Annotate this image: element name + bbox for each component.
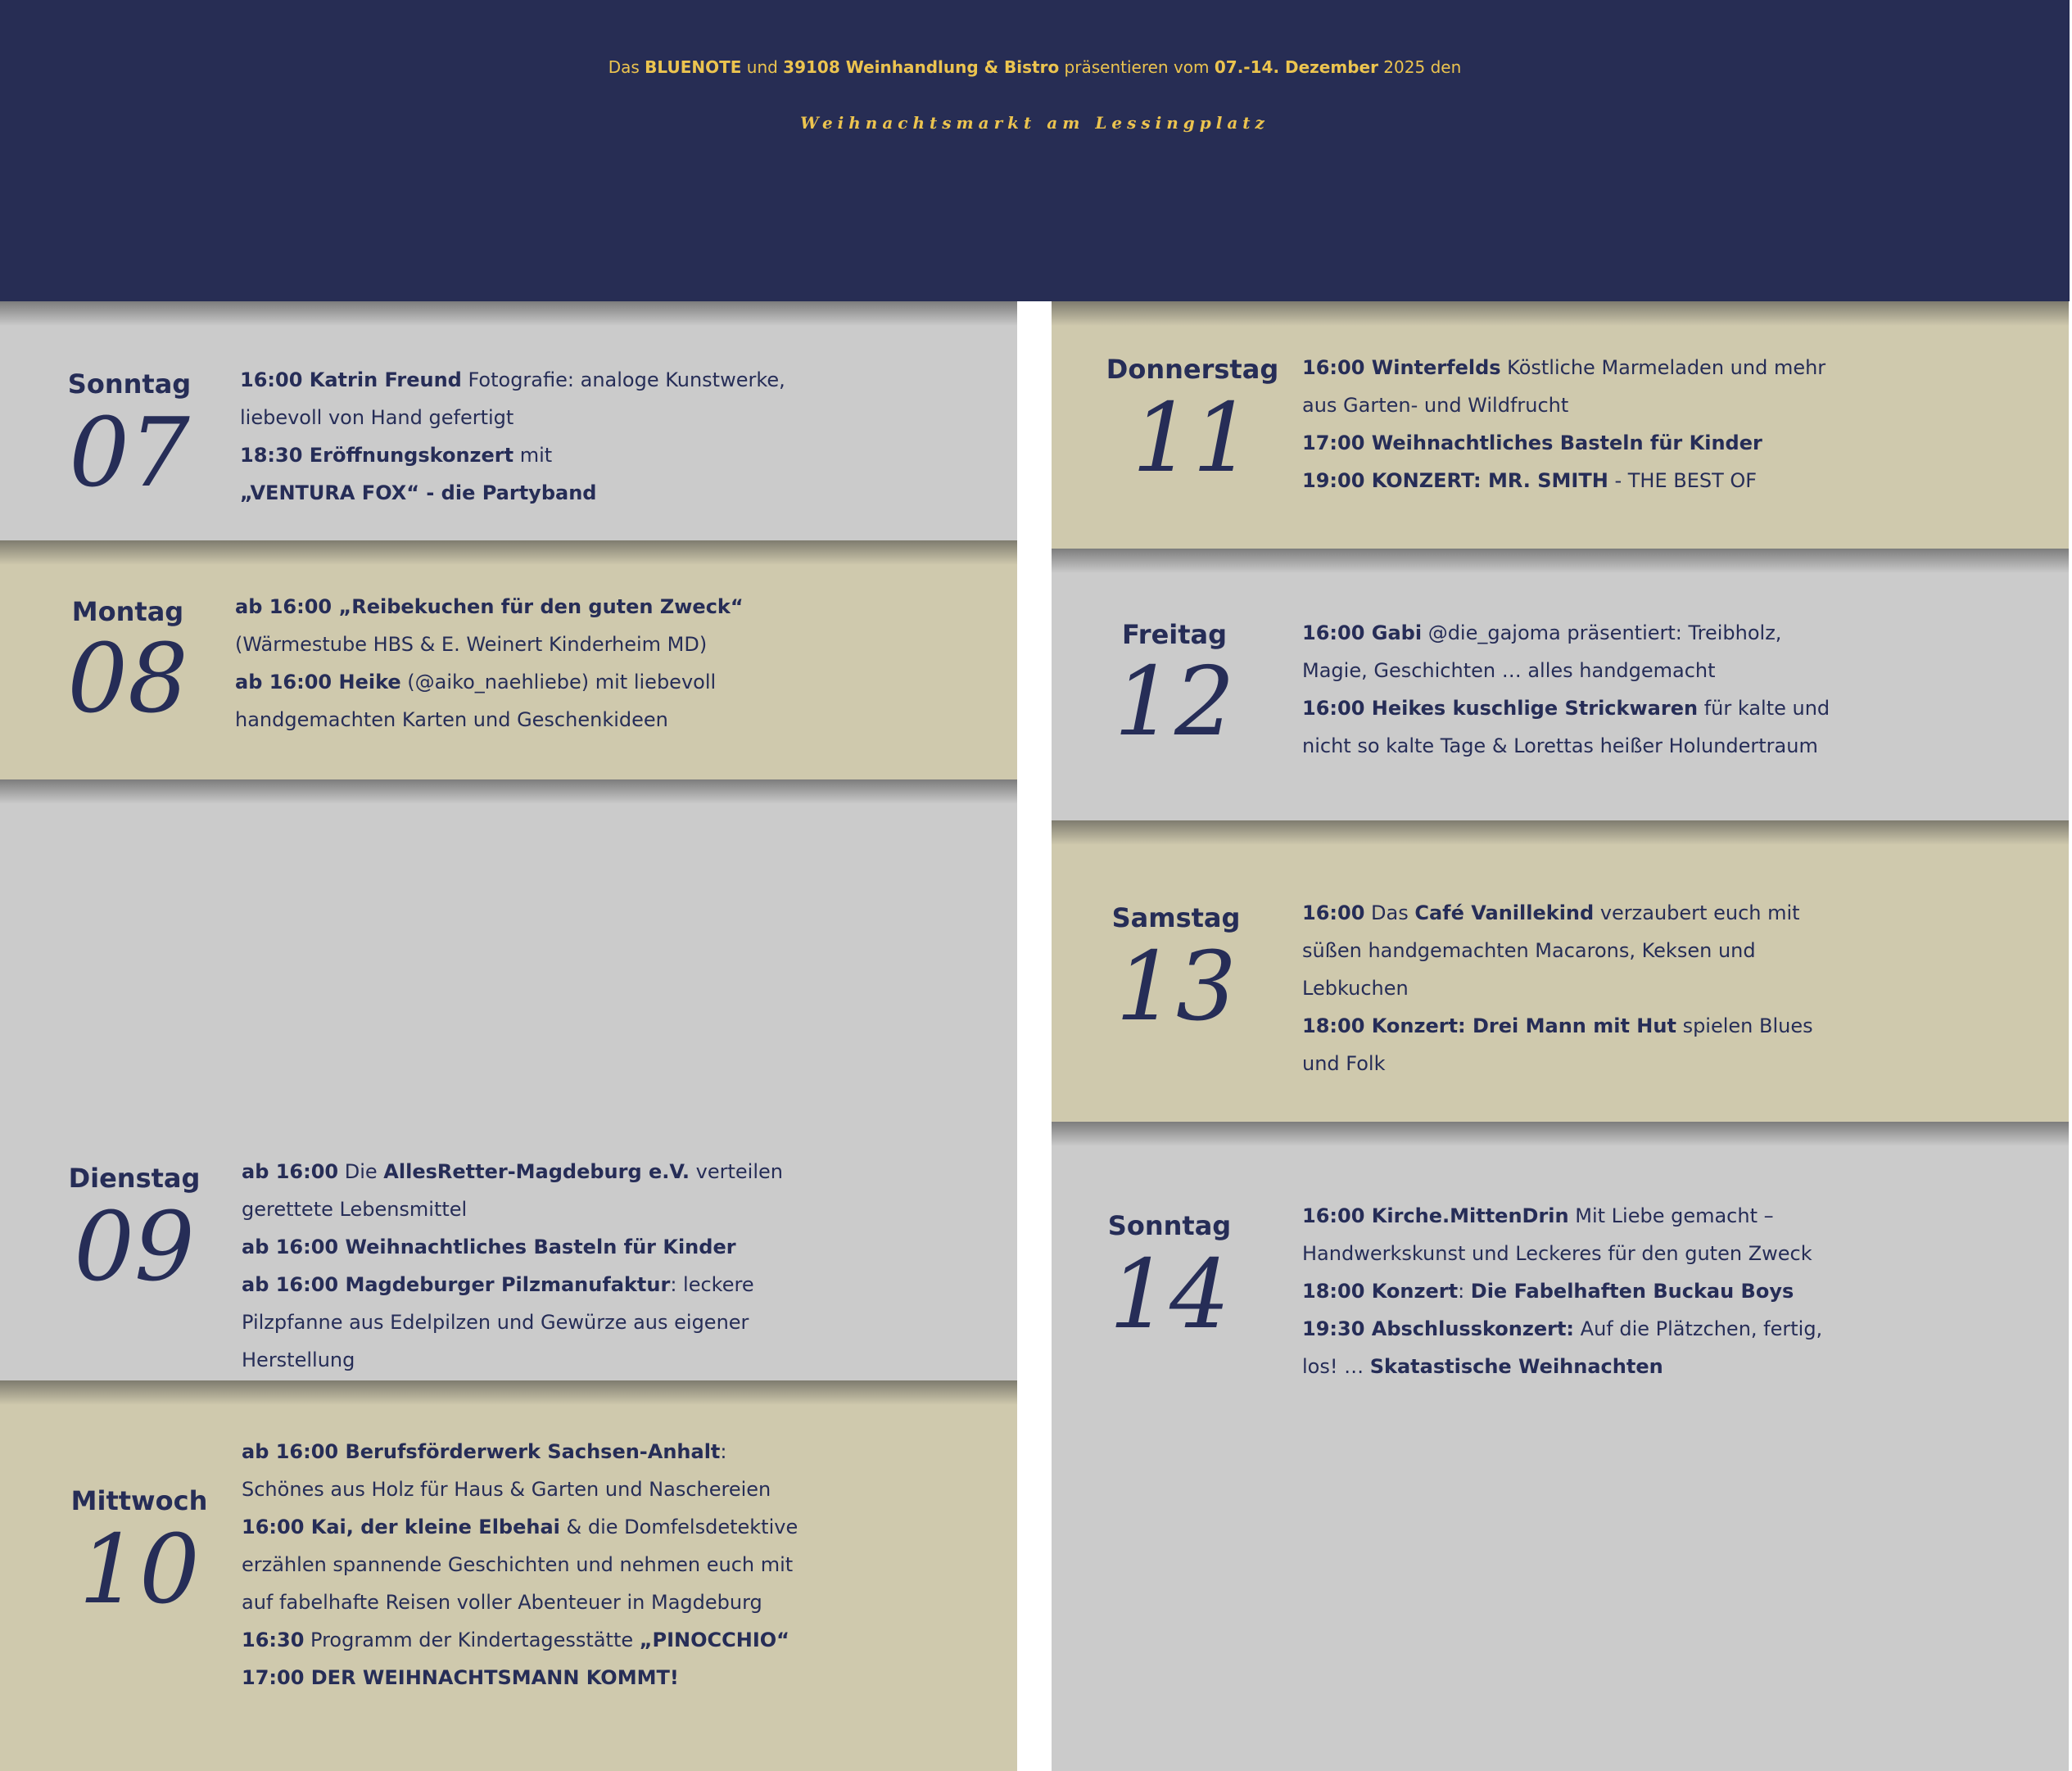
- program-line: [242, 1546, 1011, 1584]
- day-program: [242, 1433, 1011, 1696]
- program-line: [242, 1190, 1011, 1228]
- program-segment: @die_gajoma präsentiert: Treibholz,: [1422, 621, 1782, 644]
- day-panel-samstag-13: [1052, 820, 2069, 1122]
- day-panel-freitag-12: [1052, 549, 2069, 820]
- intro-segment: BLUENOTE: [645, 57, 742, 77]
- program-line: [235, 663, 1005, 701]
- program-segment: (@aiko_naehliebe) mit liebevoll: [400, 671, 717, 693]
- program-segment: auf fabelhafte Reisen voller Abenteuer in Magdeburg: [242, 1591, 762, 1614]
- program-line: [242, 1621, 1011, 1659]
- program-segment: 16:00 Katrin Freund: [240, 368, 462, 391]
- intro-segment: 2025 den: [1378, 57, 1462, 77]
- program-segment: liebevoll von Hand gefertigt: [240, 406, 514, 429]
- program-line: [1302, 1007, 2072, 1045]
- program-segment: süßen handgemachten Macarons, Keksen und: [1302, 939, 1756, 962]
- program-segment: ab 16:00 Magdeburger Pilzmanufaktur: [242, 1273, 671, 1296]
- program-line: [242, 1153, 1011, 1190]
- day-program: [235, 588, 1005, 739]
- program-segment: Magie, Geschichten … alles handgemacht: [1302, 659, 1716, 682]
- day-weekday: Dienstag: [68, 1163, 201, 1194]
- program-segment: aus Garten- und Wildfrucht: [1302, 394, 1569, 417]
- program-segment: spielen Blues: [1676, 1014, 1813, 1037]
- program-segment: Die Fabelhaften Buckau Boys: [1470, 1280, 1794, 1303]
- day-panel-dienstag-09: [0, 779, 1017, 1380]
- program-segment: 18:00 Konzert: [1302, 1280, 1459, 1303]
- program-segment: „VENTURA FOX“ - die Partyband: [240, 481, 597, 504]
- program-segment: Herstellung: [242, 1349, 355, 1371]
- program-line: [242, 1584, 1011, 1621]
- program-line: [1302, 386, 2072, 424]
- program-line: [1302, 1197, 2072, 1235]
- day-program: [1302, 614, 2072, 765]
- day-date: 08: [67, 624, 188, 734]
- event-title: Weihnachtsmarkt am Lessingplatz: [800, 113, 1269, 133]
- program-segment: Mit Liebe gemacht –: [1568, 1204, 1774, 1227]
- program-line: [1302, 349, 2072, 386]
- day-program: [1302, 349, 2072, 499]
- program-segment: handgemachten Karten und Geschenkideen: [235, 708, 668, 731]
- day-date: 14: [1109, 1240, 1230, 1350]
- program-segment: Die: [338, 1160, 384, 1183]
- day-weekday: Montag: [71, 596, 184, 627]
- program-line: [242, 1471, 1011, 1508]
- program-segment: ab 16:00 „Reibekuchen für den guten Zweck“: [235, 595, 744, 618]
- program-segment: ab 16:00 Berufsförderwerk Sachsen-Anhalt: [242, 1440, 721, 1463]
- program-segment: für kalte und: [1698, 697, 1830, 720]
- program-segment: Handwerkskunst und Leckeres für den guten Zweck: [1302, 1242, 1812, 1265]
- program-segment: :: [720, 1440, 727, 1463]
- program-segment: 19:30 Abschlusskonzert:: [1302, 1317, 1575, 1340]
- program-line: [1302, 1045, 2072, 1082]
- program-line: [1302, 1310, 2072, 1348]
- program-segment: - THE BEST OF: [1608, 469, 1758, 492]
- program-line: [242, 1266, 1011, 1303]
- day-panel-donnerstag-11: [1052, 301, 2069, 549]
- program-segment: Pilzpfanne aus Edelpilzen und Gewürze aus eigener: [242, 1311, 749, 1334]
- program-segment: Programm der Kindertagesstätte: [304, 1629, 640, 1651]
- program-segment: los! …: [1302, 1355, 1370, 1378]
- program-segment: & die Domfelsdetektive: [559, 1516, 798, 1538]
- day-program: [240, 361, 1010, 512]
- program-segment: verzaubert euch mit: [1594, 901, 1800, 924]
- program-segment: 16:00: [1302, 901, 1365, 924]
- day-weekday: Samstag: [1111, 902, 1241, 933]
- program-segment: 16:00 Kai, der kleine Elbehai: [242, 1516, 560, 1538]
- program-line: [1302, 652, 2072, 689]
- day-panel-sonntag-14: [1052, 1122, 2069, 1771]
- program-line: [1302, 1235, 2072, 1272]
- program-segment: Café Vanillekind: [1414, 901, 1595, 924]
- program-line: [1302, 1272, 2072, 1310]
- program-line: [240, 436, 1010, 474]
- program-segment: ab 16:00 Heike: [235, 671, 401, 693]
- program-line: [242, 1659, 1011, 1696]
- program-segment: Skatastische Weihnachten: [1369, 1355, 1663, 1378]
- program-line: [240, 361, 1010, 399]
- day-weekday: Freitag: [1121, 619, 1228, 650]
- day-weekday: Donnerstag: [1106, 354, 1279, 385]
- day-panel-sonntag-07: [0, 301, 1017, 540]
- program-line: [242, 1508, 1011, 1546]
- program-line: [235, 701, 1005, 739]
- program-line: [1302, 462, 2072, 499]
- program-segment: gerettete Lebensmittel: [242, 1198, 468, 1221]
- program-segment: ab 16:00: [242, 1160, 339, 1183]
- program-segment: 18:00 Konzert: Drei Mann mit Hut: [1302, 1014, 1676, 1037]
- program-line: [240, 474, 1010, 512]
- program-line: [1302, 689, 2072, 727]
- day-program: [242, 1153, 1011, 1379]
- program-segment: : leckere: [670, 1273, 754, 1296]
- program-line: [1302, 1348, 2072, 1385]
- intro-segment: Das: [608, 57, 645, 77]
- day-date: 07: [69, 398, 190, 508]
- program-segment: erzählen spannende Geschichten und nehmen euch mit: [242, 1553, 794, 1576]
- day-program: [1302, 1197, 2072, 1385]
- program-segment: und Folk: [1302, 1052, 1386, 1075]
- program-segment: mit: [513, 444, 553, 467]
- intro-segment: und: [741, 57, 784, 77]
- program-segment: :: [1458, 1280, 1471, 1303]
- program-line: [242, 1228, 1011, 1266]
- program-segment: Schönes aus Holz für Haus & Garten und Naschereien: [242, 1478, 771, 1501]
- day-date: 11: [1132, 383, 1253, 494]
- program-segment: 16:00 Kirche.MittenDrin: [1302, 1204, 1569, 1227]
- program-line: [235, 626, 1005, 663]
- program-segment: 16:00 Heikes kuschlige Strickwaren: [1302, 697, 1699, 720]
- program-segment: 18:30 Eröffnungskonzert: [240, 444, 514, 467]
- program-segment: 19:00 KONZERT: MR. SMITH: [1302, 469, 1608, 492]
- program-segment: Das: [1364, 901, 1415, 924]
- program-segment: ab 16:00 Weihnachtliches Basteln für Kinder: [242, 1236, 736, 1258]
- program-line: [1302, 424, 2072, 462]
- day-weekday: Mittwoch: [70, 1485, 208, 1516]
- day-date: 13: [1115, 932, 1237, 1042]
- program-line: [242, 1303, 1011, 1341]
- program-segment: 17:00 DER WEIHNACHTSMANN KOMMT!: [242, 1666, 679, 1689]
- program-segment: 16:30: [242, 1629, 305, 1651]
- program-segment: Auf die Plätzchen, fertig,: [1574, 1317, 1823, 1340]
- intro-line: [0, 57, 2070, 77]
- program-line: [1302, 727, 2072, 765]
- program-segment: 16:00 Winterfelds: [1302, 356, 1501, 379]
- program-line: [240, 399, 1010, 436]
- day-panel-mittwoch-10: [0, 1380, 1017, 1771]
- program-segment: Fotografie: analoge Kunstwerke,: [461, 368, 785, 391]
- day-panel-montag-08: [0, 540, 1017, 779]
- program-segment: nicht so kalte Tage & Lorettas heißer Holundertraum: [1302, 734, 1818, 757]
- program-segment: 16:00 Gabi: [1302, 621, 1423, 644]
- program-line: [1302, 894, 2072, 932]
- intro-segment: 07.-14. Dezember: [1214, 57, 1378, 77]
- program-segment: 17:00 Weihnachtliches Basteln für Kinder: [1302, 431, 1762, 454]
- program-segment: Köstliche Marmeladen und mehr: [1500, 356, 1826, 379]
- program-line: [242, 1433, 1011, 1471]
- intro-segment: 39108 Weinhandlung & Bistro: [783, 57, 1060, 77]
- header-banner: [0, 0, 2070, 301]
- program-segment: AllesRetter-Magdeburg e.V.: [383, 1160, 690, 1183]
- program-line: [1302, 614, 2072, 652]
- day-weekday: Sonntag: [67, 368, 192, 400]
- program-line: [1302, 932, 2072, 969]
- day-weekday: Sonntag: [1107, 1210, 1232, 1241]
- program-segment: (Wärmestube HBS & E. Weinert Kinderheim MD): [235, 633, 708, 656]
- program-line: [242, 1341, 1011, 1379]
- program-segment: „PINOCCHIO“: [639, 1629, 789, 1651]
- program-segment: Lebkuchen: [1302, 977, 1409, 1000]
- day-program: [1302, 894, 2072, 1082]
- day-date: 12: [1114, 647, 1235, 757]
- program-line: [1302, 969, 2072, 1007]
- intro-segment: präsentieren vom: [1059, 57, 1215, 77]
- day-date: 10: [79, 1515, 200, 1625]
- program-line: [235, 588, 1005, 626]
- day-date: 09: [74, 1192, 195, 1303]
- program-segment: verteilen: [690, 1160, 783, 1183]
